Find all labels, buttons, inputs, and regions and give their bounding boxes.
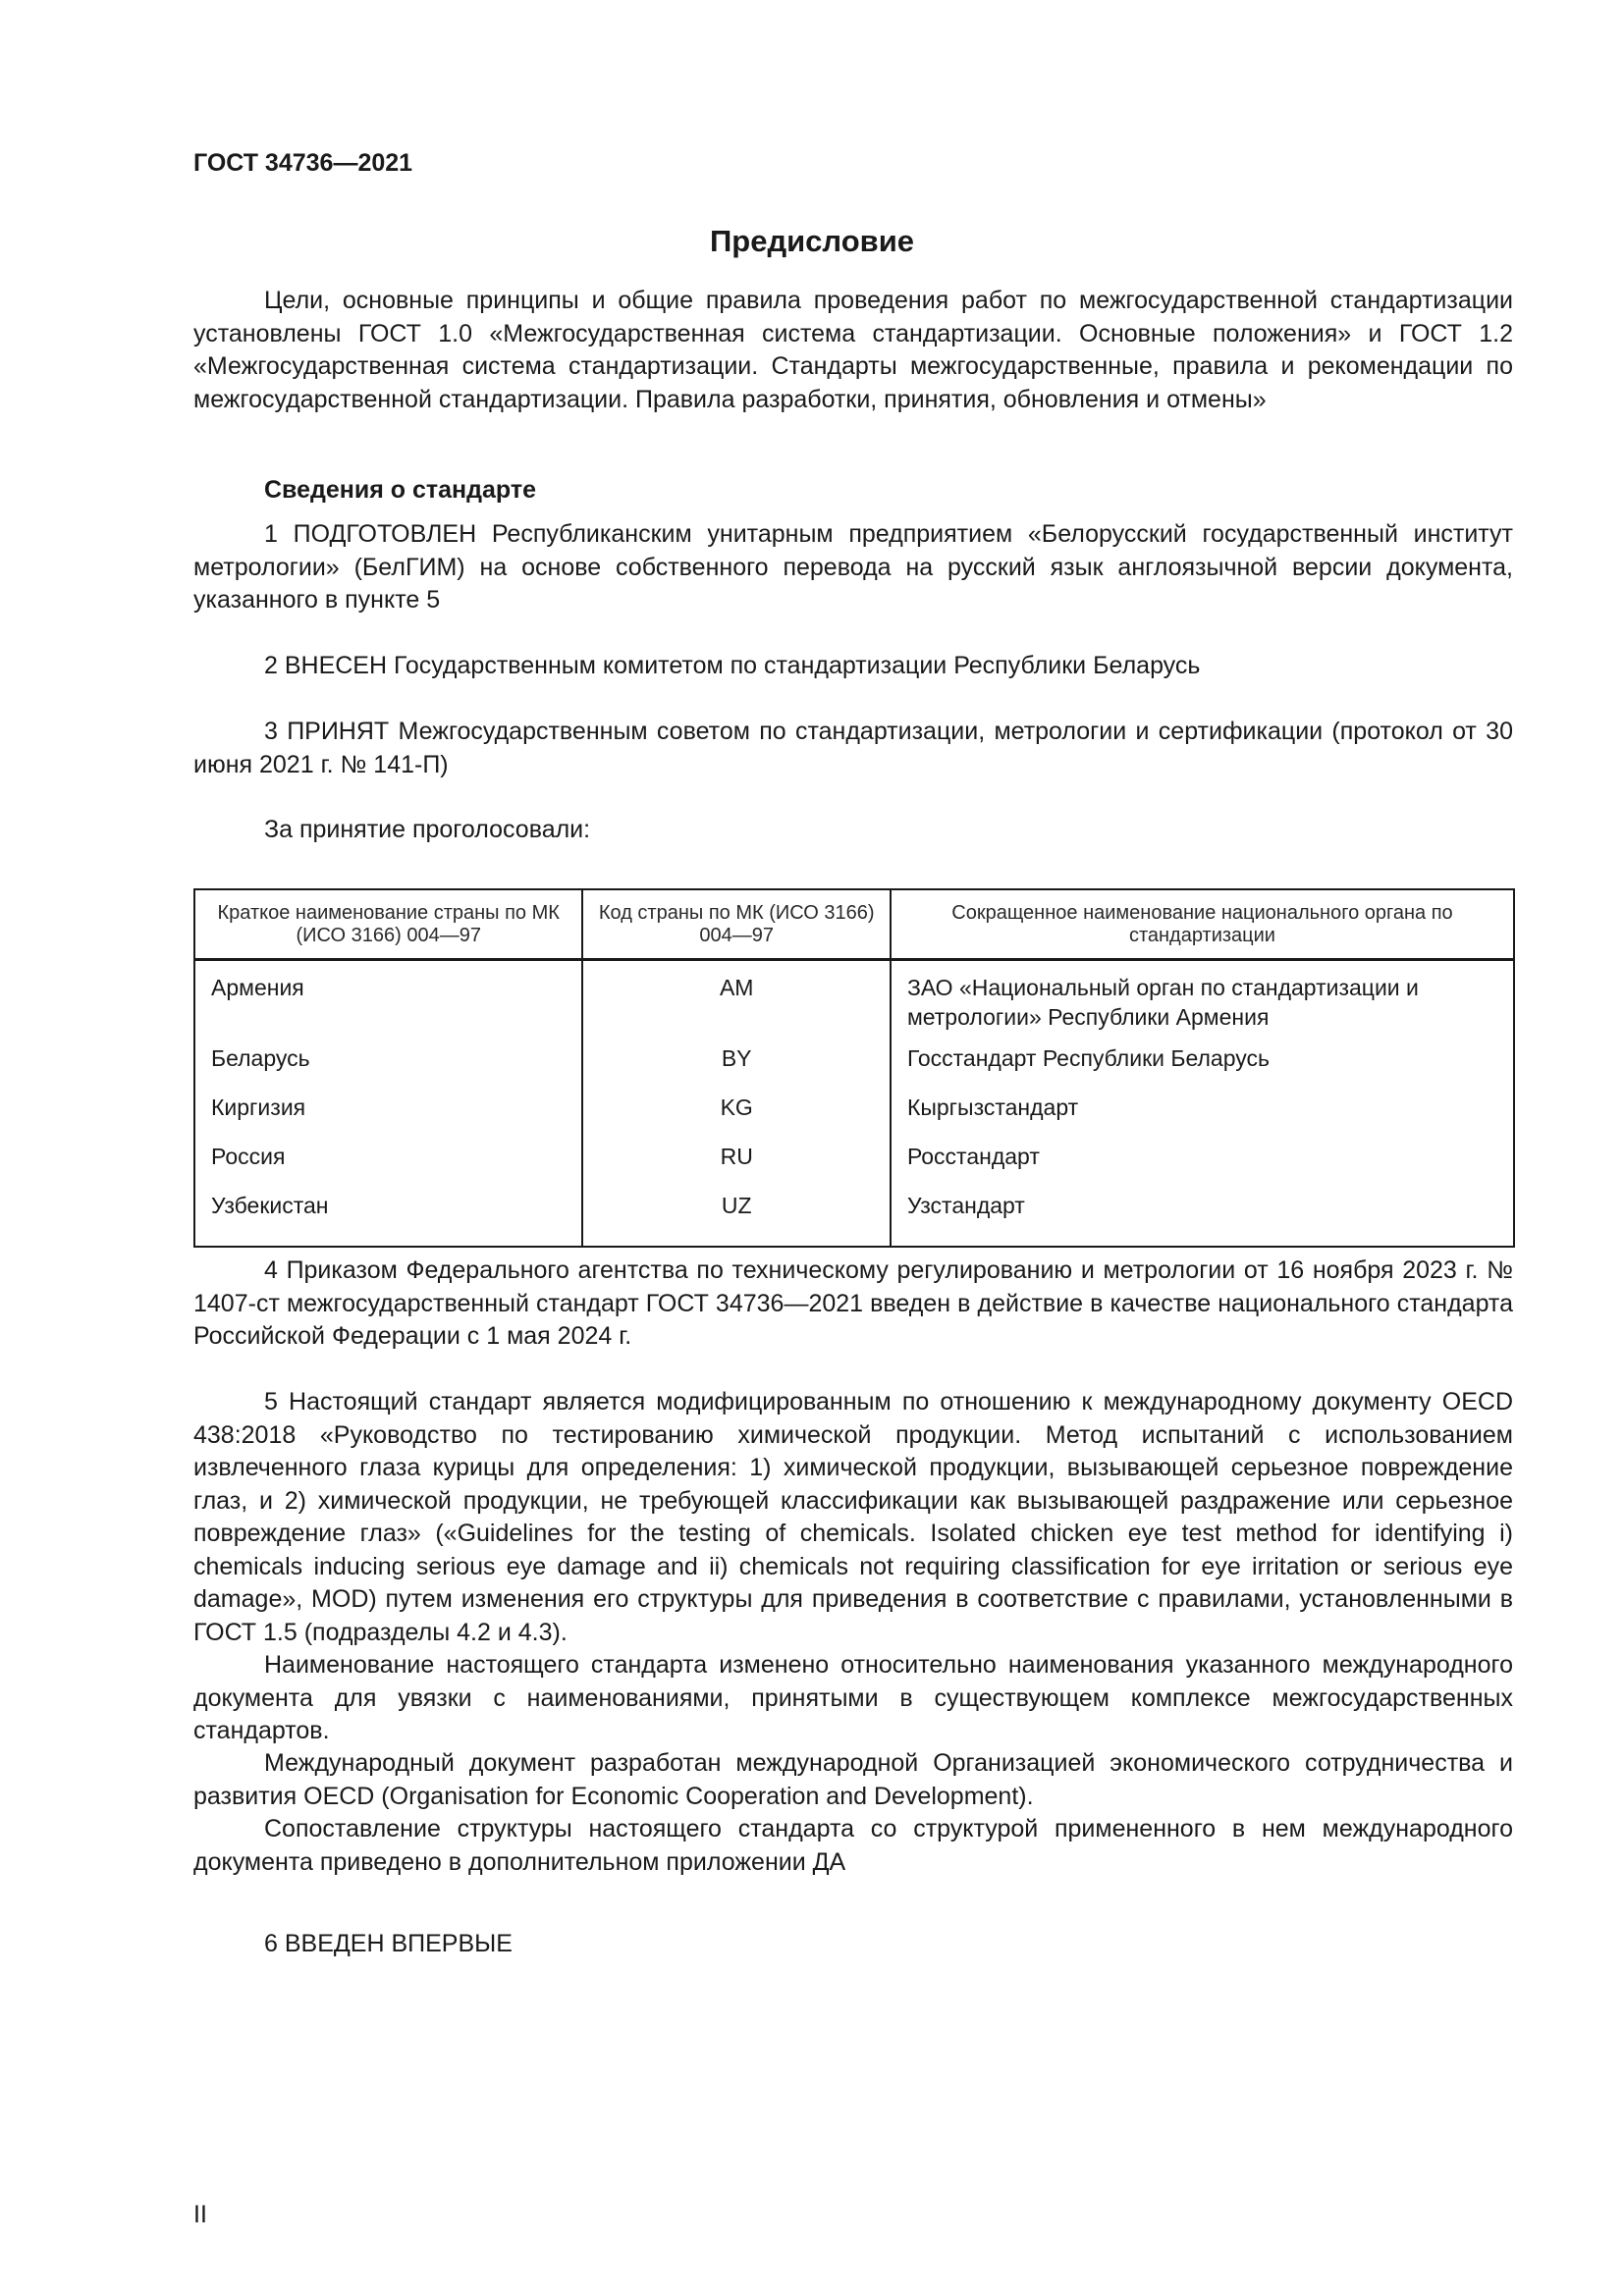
item-5 <box>193 1386 1513 1649</box>
item-4 <box>193 1255 1513 1354</box>
item-1 <box>193 518 1513 617</box>
item-5-p3-text: Международный документ разработан международной Организацией экономического сотрудничества и развития OECD (Organisation for Economic Cooperation and Development). <box>193 1749 1513 1810</box>
cell-country: Россия <box>194 1142 582 1191</box>
member-states-table <box>193 888 1515 1248</box>
cell-country: Киргизия <box>194 1093 582 1142</box>
voted-line <box>193 814 1513 847</box>
item-5-paragraph-4 <box>193 1813 1513 1879</box>
table-row <box>194 1142 1514 1191</box>
item-5-p4-text: Сопоставление структуры настоящего стандарта со структурой примененного в нем международного документа приведено в дополнительном приложении ДА <box>193 1815 1513 1876</box>
item-6-text: 6 ВВЕДЕН ВПЕРВЫЕ <box>264 1930 513 1957</box>
table-row <box>194 1191 1514 1247</box>
cell-body: Узстандарт <box>891 1191 1514 1247</box>
item-4-text: 4 Приказом Федерального агентства по техническому регулированию и метрологии от 16 ноября 2023 г. № 1407-ст межгосударственный стандарт ГОСТ 34736—2021 введен в действие в качестве национального стандарта Российской Федерации с 1 мая 2024 г. <box>193 1256 1513 1350</box>
item-5-text: 5 Настоящий стандарт является модифицированным по отношению к международному документу OECD 438:2018 «Руководство по тестированию химической продукции. Метод испытаний с использованием извлеченного глаза курицы для определения: 1) химической продукции, вызывающей серьезное повреждение глаз, и 2) химической продукции, не требующей классификации как вызывающей раздражение или серьезное повреждение глаз» («Guidelines for the testing of chemicals. Isolated chicken eye test method for identifying i) chemicals inducing serious eye damage and ii) chemicals not requiring classification for eye irritation or serious eye damage», MOD) путем изменения его структуры для приведения в соответствие с правилами, установленными в ГОСТ 1.5 (подразделы 4.2 и 4.3). <box>193 1388 1513 1646</box>
cell-code: BY <box>582 1043 890 1093</box>
cell-country: Беларусь <box>194 1043 582 1093</box>
table-row <box>194 960 1514 1044</box>
cell-body: Росстандарт <box>891 1142 1514 1191</box>
item-3 <box>193 716 1513 781</box>
page-number: II <box>193 2201 207 2228</box>
item-5-paragraph-3 <box>193 1747 1513 1813</box>
cell-code: UZ <box>582 1191 890 1247</box>
cell-country: Армения <box>194 960 582 1044</box>
cell-code: AM <box>582 960 890 1044</box>
page-title: Предисловие <box>709 224 914 258</box>
cell-code: RU <box>582 1142 890 1191</box>
document-number-header: ГОСТ 34736—2021 <box>193 149 413 177</box>
cell-body: ЗАО «Национальный орган по стандартизации и метрологии» Республики Армения <box>891 960 1514 1044</box>
cell-country: Узбекистан <box>194 1191 582 1247</box>
column-header-code: Код страны по МК (ИСО 3166) 004—97 <box>582 889 890 960</box>
column-header-country: Краткое наименование страны по МК (ИСО 3166) 004—97 <box>194 889 582 960</box>
voted-text: За принятие проголосовали: <box>264 816 591 843</box>
item-5-p2-text: Наименование настоящего стандарта изменено относительно наименования указанного международного документа для увязки с наименованиями, принятыми в существующем комплексе межгосударственных стандартов. <box>193 1651 1513 1744</box>
item-6 <box>193 1928 1513 1961</box>
cell-code: KG <box>582 1093 890 1142</box>
table-row <box>194 1043 1514 1093</box>
item-2-text: 2 ВНЕСЕН Государственным комитетом по стандартизации Республики Беларусь <box>264 652 1201 679</box>
intro-paragraph <box>193 285 1513 416</box>
intro-text: Цели, основные принципы и общие правила проведения работ по межгосударственной стандартизации установлены ГОСТ 1.0 «Межгосударственная система стандартизации. Основные положения» и ГОСТ 1.2 «Межгосударственная система стандартизации. Стандарты межгосударственные, правила и рекомендации по межгосударственной стандартизации. Правила разработки, принятия, обновления и отмены» <box>193 287 1513 413</box>
cell-body: Кыргызстандарт <box>891 1093 1514 1142</box>
table-row <box>194 1093 1514 1142</box>
cell-body: Госстандарт Республики Беларусь <box>891 1043 1514 1093</box>
item-3-text: 3 ПРИНЯТ Межгосударственным советом по стандартизации, метрологии и сертификации (протокол от 30 июня 2021 г. № 141-П) <box>193 718 1513 778</box>
item-5-paragraph-2 <box>193 1649 1513 1748</box>
item-1-text: 1 ПОДГОТОВЛЕН Республиканским унитарным предприятием «Белорусский государственный институт метрологии» (БелГИМ) на основе собственного перевода на русский язык англоязычной версии документа, указанного в пункте 5 <box>193 520 1513 614</box>
item-2 <box>193 650 1513 683</box>
info-heading: Сведения о стандарте <box>264 476 537 504</box>
table-header-row <box>194 889 1514 960</box>
column-header-body: Сокращенное наименование национального органа по стандартизации <box>891 889 1514 960</box>
